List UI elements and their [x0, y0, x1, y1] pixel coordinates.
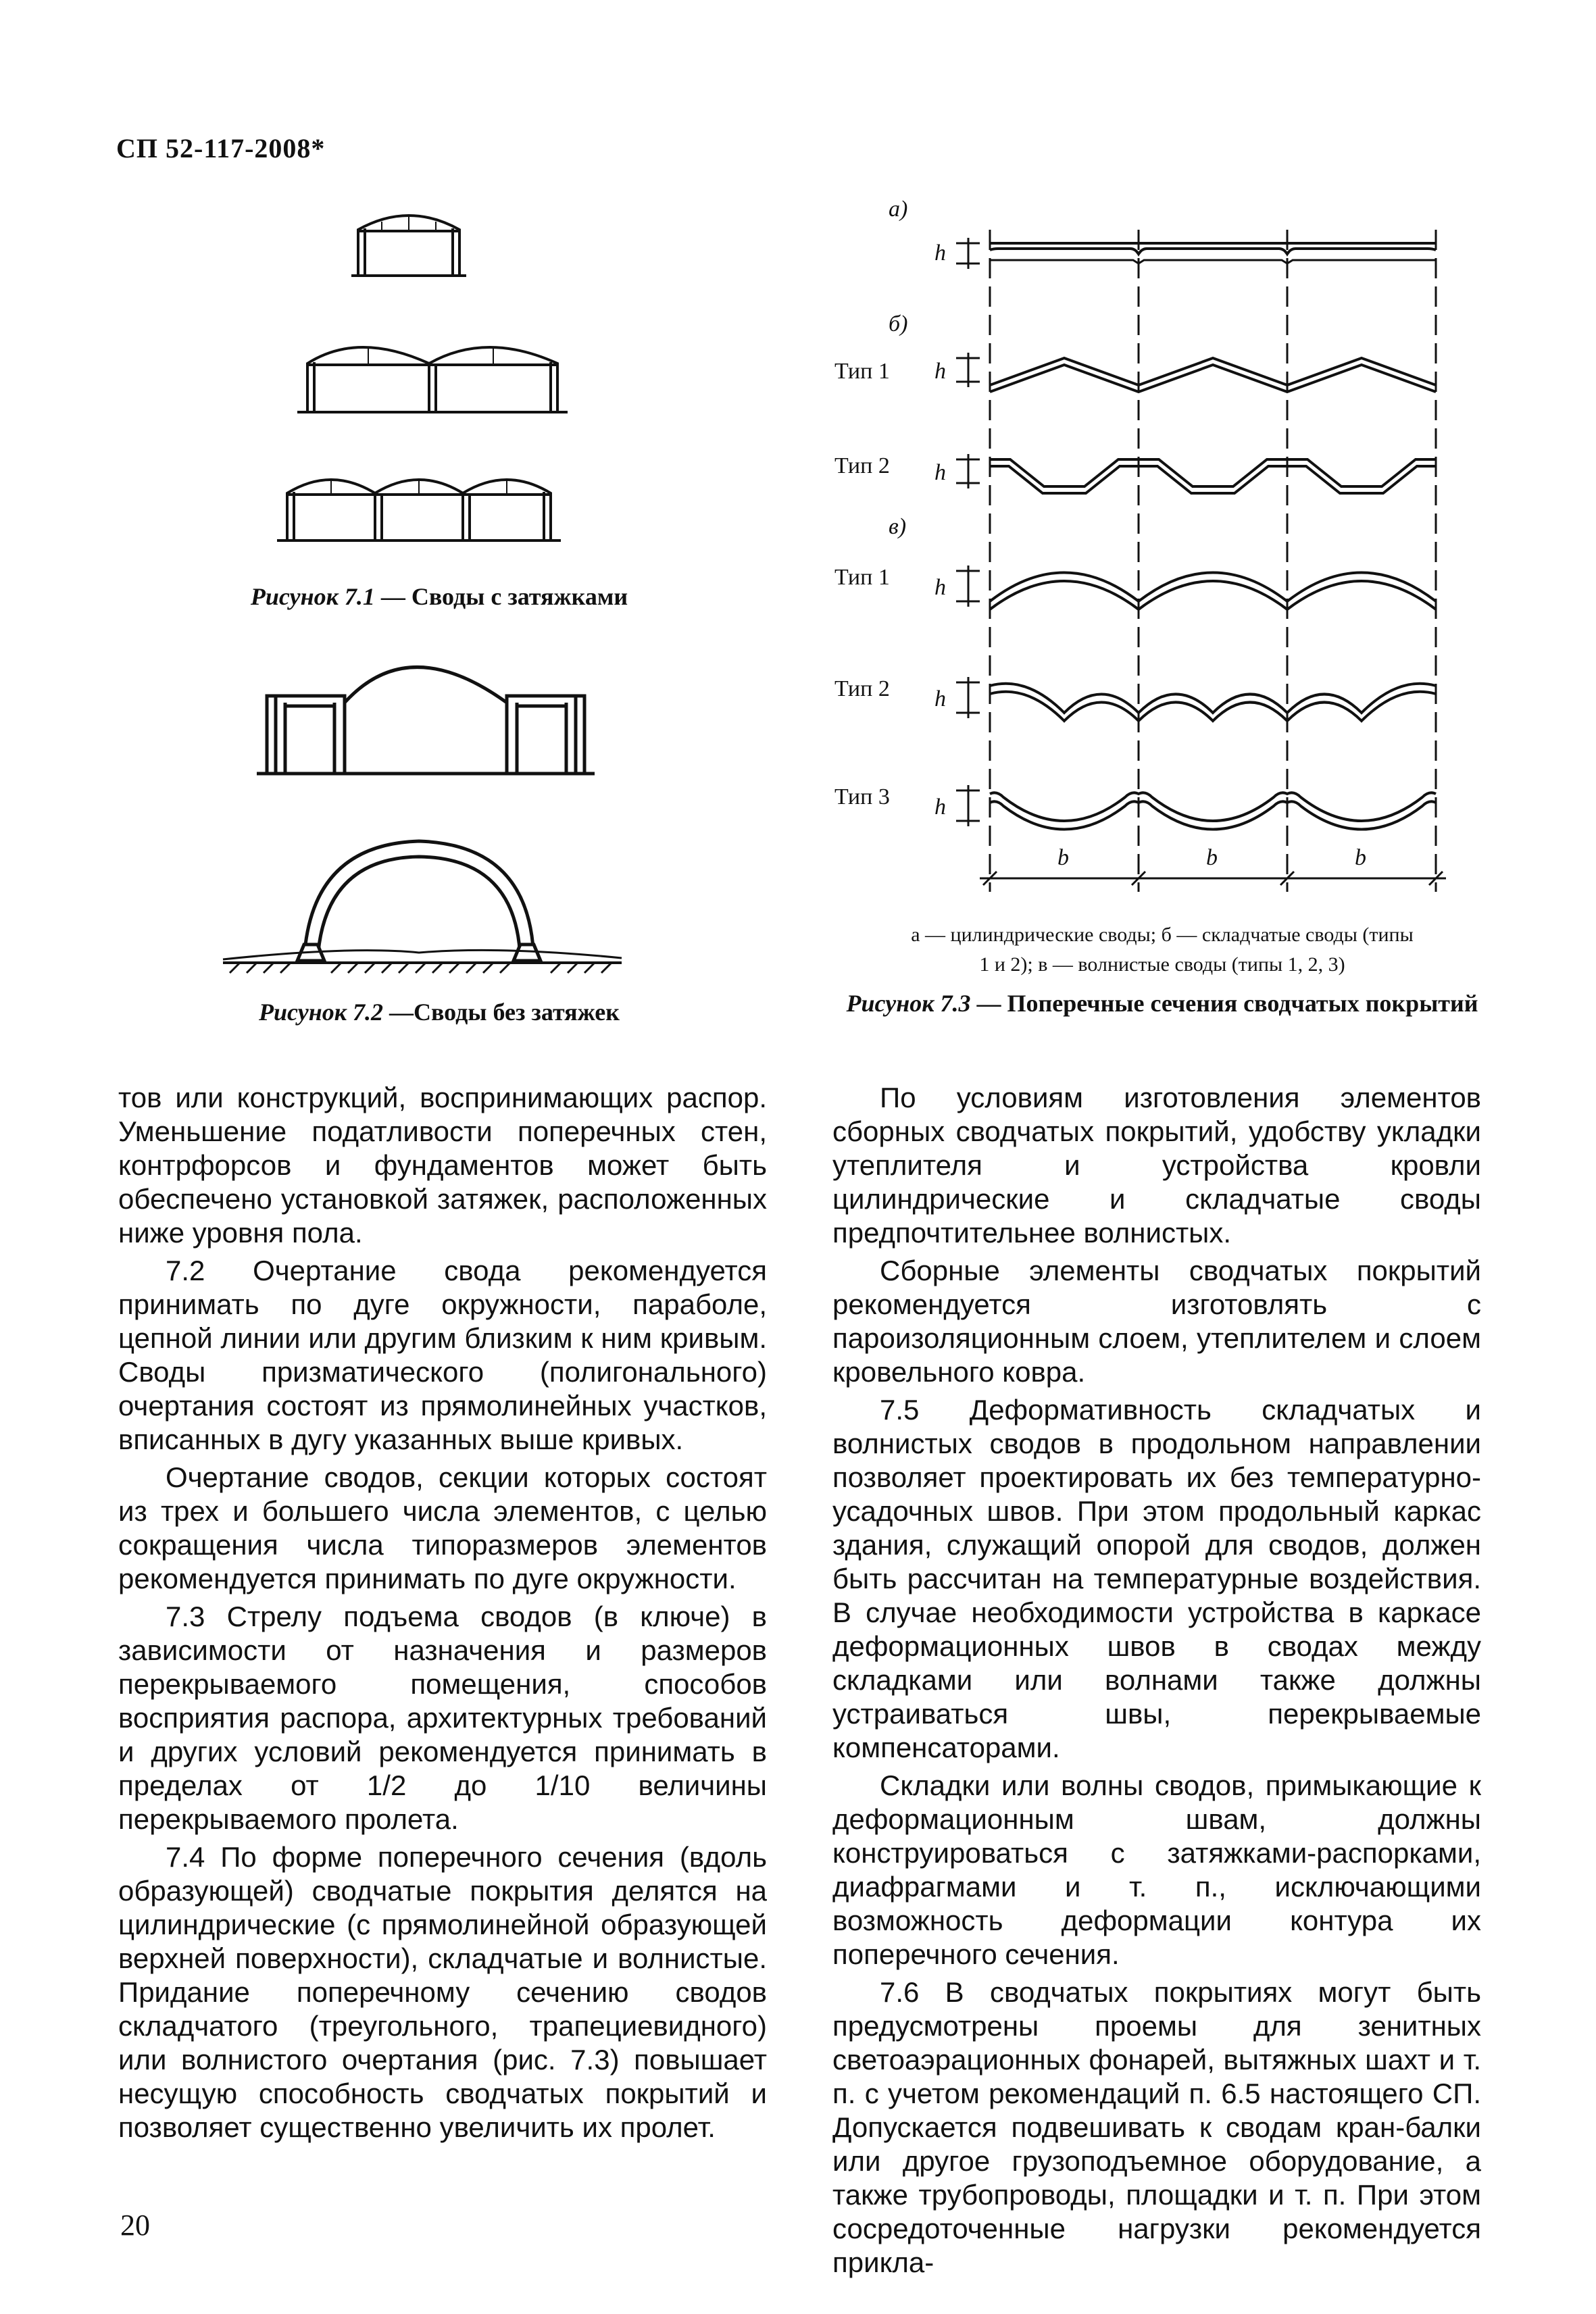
panel-a-label: а) [889, 197, 908, 222]
vaults-without-ties-drawing [216, 642, 649, 993]
figure-7-3-title: — Поперечные сечения сводчатых покрытий [976, 990, 1478, 1017]
paragraph: Очертание сводов, секции которых состоят из трех и большего числа элементов, с целью сокращения числа типоразмеров элементов рекомендуется принимать по дуге окружности. [118, 1461, 767, 1594]
h-label-v3: h [934, 795, 946, 820]
h-label-b1: h [934, 359, 946, 384]
vaults-with-ties-drawing [257, 196, 676, 574]
dim-b-1: b [1057, 845, 1069, 870]
legend-line-1: а — цилиндрические своды; б — складчатые своды (типы [911, 924, 1414, 946]
type-1-label-b: Тип 1 [834, 359, 890, 384]
figure-7-2-caption [203, 998, 676, 1026]
figure-7-1-title: — Своды с затяжками [380, 583, 628, 610]
figure-7-1-caption [203, 582, 676, 611]
legend-line-2: 1 и 2); в — волнистые своды (типы 1, 2, 3) [979, 953, 1345, 976]
h-label-a: h [934, 241, 946, 266]
h-label-v1: h [934, 575, 946, 600]
h-label-v2: h [934, 686, 946, 711]
paragraph: 7.3 Стрелу подъема сводов (в ключе) в зависимости от назначения и размеров перекрываемого помещения, способов восприятия распора, архитектурных требований и других условий рекомендуется принимать в пределах от 1/2 до 1/10 величины перекрываемого пролета. [118, 1601, 767, 1835]
figure-7-3-label: Рисунок 7.3 [846, 990, 971, 1017]
page-number: 20 [120, 2209, 150, 2242]
paragraph: По условиям изготовления элементов сборных сводчатых покрытий, удобству укладки утеплителя и устройства кровли цилиндрические и складчатые своды предпочтительнее волнистых. [832, 1082, 1481, 1249]
paragraph: 7.2 Очертание свода рекомендуется принимать по дуге окружности, параболе, цепной линии или другим близким к ним кривым. Своды призматического (полигонального) очертания состоят из прямолинейных участков, вписанных в дугу указанных выше кривых. [118, 1255, 767, 1455]
paragraph: Складки или волны сводов, примыкающие к деформационным швам, должны конструироваться с затяжками-распорками, диафрагмами и т. п., исключающими возможность деформации контура их поперечного сечения. [832, 1769, 1481, 1970]
h-label-b2: h [934, 460, 946, 485]
figure-7-2-title: —Своды без затяжек [389, 999, 620, 1026]
paragraph: 7.5 Деформативность складчатых и волнистых сводов в продольном направлении позволяет проектировать их без температурно-усадочных швов. При этом продольный каркас здания, служащий опорой для сводов, должен быть рассчитан на температурные воздействия. В случае необходимости устройства в каркасе деформационных швов в сводах между складками или волнами также должны устраиваться швы, перекрываемые компенсаторами. [832, 1394, 1481, 1763]
figure-7-2-label: Рисунок 7.2 [259, 999, 383, 1026]
figure-7-3 [821, 196, 1497, 912]
panel-b-label: б) [889, 311, 908, 336]
figure-7-3-caption [831, 988, 1493, 1019]
paragraph: 7.4 По форме поперечного сечения (вдоль образующей) сводчатые покрытия делятся на цилиндрические (с прямолинейной образующей верхней поверхности), складчатые и волнистые. Придание поперечному сечению сводов складчатого (треугольного, трапециевидного) или волнистого очертания (рис. 7.3) повышает несущую способность сводчатых покрытий и позволяет существенно увеличить их пролет. [118, 1841, 767, 2143]
ground-hatching [230, 963, 612, 973]
figure-7-2 [216, 642, 649, 993]
paragraph: 7.6 В сводчатых покрытиях могут быть предусмотрены проемы для зенитных светоаэрационных фонарей, вытяжных шахт и т. п. с учетом рекомендаций п. 6.5 настоящего СП. Допускается подвешивать к сводам кран-балки или другое грузоподъемное оборудование, а также трубопроводы, площадки и т. п. При этом сосредоточенные нагрузки рекомендуется прикла- [832, 1976, 1481, 2278]
dim-b-3: b [1355, 845, 1366, 870]
dim-b-2: b [1206, 845, 1218, 870]
left-text-column [118, 1081, 767, 2148]
document-code: СП 52-117-2008* [116, 133, 326, 164]
type-2-label-v: Тип 2 [834, 676, 890, 701]
figure-7-1 [257, 196, 676, 574]
figure-7-1-label: Рисунок 7.1 [250, 583, 375, 610]
paragraph: тов или конструкций, воспринимающих распор. Уменьшение податливости поперечных стен, контрфорсов и фундаментов может быть обеспечено установкой затяжек, расположенных ниже уровня пола. [118, 1082, 767, 1249]
type-3-label-v: Тип 3 [834, 784, 890, 809]
right-text-column [832, 1081, 1481, 2284]
panel-v-label: в) [889, 514, 907, 539]
type-2-label-b: Тип 2 [834, 453, 890, 478]
paragraph: Сборные элементы сводчатых покрытий рекомендуется изготовлять с пароизоляционным слоем, утеплителем и слоем кровельного ковра. [832, 1255, 1481, 1388]
type-1-label-v: Тип 1 [834, 565, 890, 590]
vault-cross-sections-drawing [821, 196, 1497, 912]
figure-7-3-legend [828, 920, 1497, 980]
